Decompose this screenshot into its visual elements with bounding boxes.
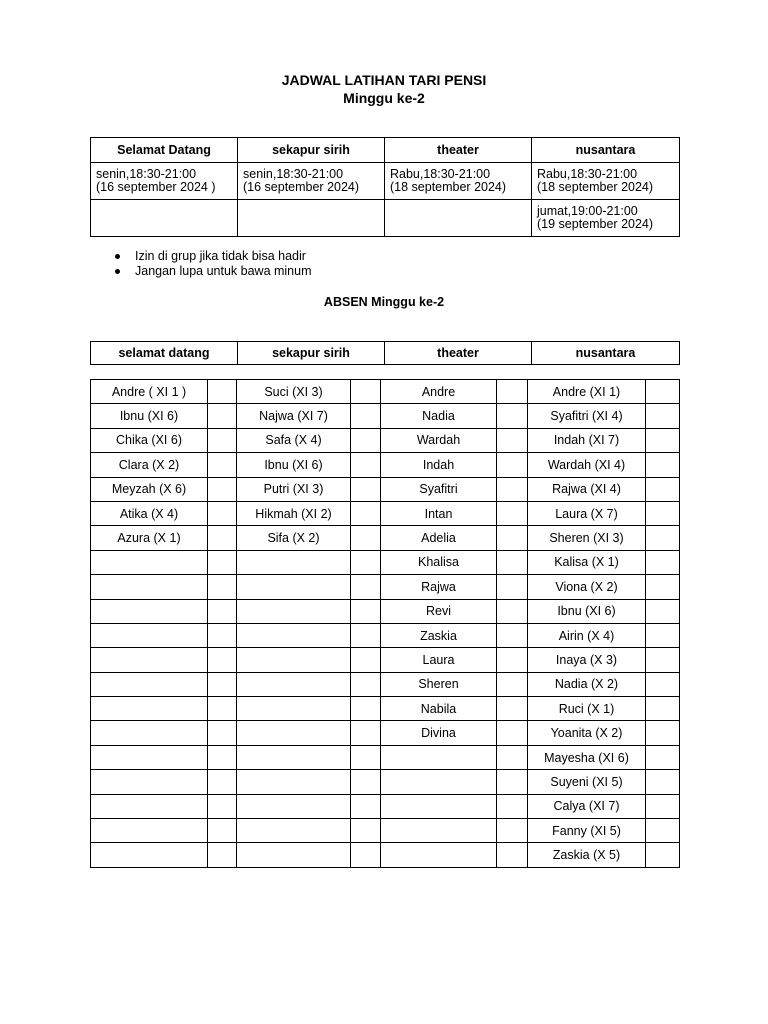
attendance-check-cell	[646, 843, 680, 867]
attendance-check-cell	[497, 477, 528, 501]
attendance-check-cell	[497, 843, 528, 867]
attendance-check-cell	[646, 648, 680, 672]
attendance-check-cell	[351, 697, 381, 721]
attendance-check-cell	[497, 501, 528, 525]
attendance-check-cell	[497, 428, 528, 452]
attendance-check-cell	[351, 672, 381, 696]
attendance-check-cell	[646, 599, 680, 623]
attendance-name-sekapur-sirih	[237, 672, 351, 696]
attendance-name-theater: Divina	[381, 721, 497, 745]
document-title: JADWAL LATIHAN TARI PENSI	[281, 72, 487, 88]
attendance-check-cell	[497, 453, 528, 477]
attendance-check-cell	[351, 599, 381, 623]
attendance-name-selamat-datang	[91, 745, 208, 769]
attendance-check-cell	[208, 599, 237, 623]
attendance-check-cell	[351, 453, 381, 477]
attendance-name-selamat-datang: Andre ( XI 1 )	[91, 380, 208, 404]
attendance-check-cell	[208, 380, 237, 404]
attendance-name-selamat-datang: Atika (X 4)	[91, 501, 208, 525]
attendance-check-cell	[351, 721, 381, 745]
attendance-check-cell	[208, 453, 237, 477]
note-item: Jangan lupa untuk bawa minum	[115, 264, 312, 279]
attendance-name-selamat-datang	[91, 672, 208, 696]
attendance-name-sekapur-sirih: Ibnu (XI 6)	[237, 453, 351, 477]
attendance-name-sekapur-sirih	[237, 770, 351, 794]
attendance-row	[91, 697, 680, 721]
attendance-check-cell	[351, 428, 381, 452]
attendance-check-cell	[646, 550, 680, 574]
schedule-header-row	[91, 138, 680, 163]
attendance-name-sekapur-sirih	[237, 599, 351, 623]
attendance-check-cell	[497, 672, 528, 696]
attendance-name-theater: Indah	[381, 453, 497, 477]
attendance-name-nusantara: Rajwa (XI 4)	[528, 477, 646, 501]
attendance-header-selamat-datang: selamat datang	[91, 342, 238, 365]
schedule-row	[91, 200, 680, 237]
attendance-check-cell	[646, 526, 680, 550]
attendance-check-cell	[497, 575, 528, 599]
attendance-name-theater	[381, 745, 497, 769]
attendance-name-nusantara: Fanny (XI 5)	[528, 819, 646, 843]
attendance-check-cell	[208, 623, 237, 647]
attendance-name-selamat-datang	[91, 697, 208, 721]
attendance-name-selamat-datang	[91, 550, 208, 574]
attendance-row	[91, 501, 680, 525]
attendance-name-selamat-datang	[91, 843, 208, 867]
attendance-row	[91, 745, 680, 769]
attendance-check-cell	[208, 745, 237, 769]
attendance-check-cell	[646, 575, 680, 599]
attendance-name-theater: Laura	[381, 648, 497, 672]
attendance-check-cell	[646, 380, 680, 404]
schedule-date: (18 september 2024)	[390, 180, 507, 194]
attendance-name-theater: Sheren	[381, 672, 497, 696]
attendance-name-theater: Khalisa	[381, 550, 497, 574]
attendance-row	[91, 380, 680, 404]
attendance-check-cell	[497, 526, 528, 550]
attendance-row	[91, 648, 680, 672]
attendance-name-nusantara: Wardah (XI 4)	[528, 453, 646, 477]
attendance-row	[91, 672, 680, 696]
attendance-row	[91, 453, 680, 477]
attendance-table	[90, 379, 680, 868]
attendance-name-theater: Zaskia	[381, 623, 497, 647]
schedule-cell	[238, 163, 385, 200]
attendance-name-selamat-datang: Azura (X 1)	[91, 526, 208, 550]
attendance-name-sekapur-sirih: Suci (XI 3)	[237, 380, 351, 404]
attendance-check-cell	[497, 721, 528, 745]
attendance-check-cell	[208, 770, 237, 794]
attendance-row	[91, 599, 680, 623]
attendance-name-theater: Andre	[381, 380, 497, 404]
schedule-row	[91, 163, 680, 200]
attendance-check-cell	[497, 745, 528, 769]
attendance-check-cell	[646, 794, 680, 818]
attendance-check-cell	[208, 648, 237, 672]
document-subtitle: Minggu ke-2	[343, 90, 425, 106]
attendance-row	[91, 404, 680, 428]
attendance-check-cell	[208, 721, 237, 745]
attendance-check-cell	[351, 770, 381, 794]
attendance-check-cell	[208, 526, 237, 550]
attendance-name-selamat-datang	[91, 599, 208, 623]
attendance-header-sekapur-sirih: sekapur sirih	[238, 342, 385, 365]
attendance-name-nusantara: Mayesha (XI 6)	[528, 745, 646, 769]
attendance-check-cell	[351, 623, 381, 647]
attendance-name-theater	[381, 819, 497, 843]
attendance-name-sekapur-sirih	[237, 623, 351, 647]
schedule-cell	[385, 200, 532, 237]
attendance-check-cell	[351, 819, 381, 843]
attendance-row	[91, 550, 680, 574]
attendance-check-cell	[646, 623, 680, 647]
attendance-name-sekapur-sirih	[237, 697, 351, 721]
schedule-date: (16 september 2024)	[243, 180, 360, 194]
schedule-time: senin,18:30-21:00	[96, 166, 197, 181]
attendance-name-theater: Wardah	[381, 428, 497, 452]
attendance-check-cell	[208, 575, 237, 599]
attendance-name-nusantara: Inaya (X 3)	[528, 648, 646, 672]
attendance-check-cell	[208, 672, 237, 696]
attendance-row	[91, 526, 680, 550]
attendance-title: ABSEN Minggu ke-2	[323, 295, 445, 309]
schedule-cell	[91, 163, 238, 200]
attendance-row	[91, 575, 680, 599]
attendance-name-selamat-datang	[91, 623, 208, 647]
attendance-check-cell	[208, 550, 237, 574]
attendance-row	[91, 721, 680, 745]
attendance-check-cell	[497, 648, 528, 672]
attendance-header-nusantara: nusantara	[532, 342, 680, 365]
attendance-check-cell	[351, 380, 381, 404]
attendance-check-cell	[646, 819, 680, 843]
attendance-check-cell	[646, 697, 680, 721]
attendance-name-selamat-datang: Clara (X 2)	[91, 453, 208, 477]
attendance-name-sekapur-sirih	[237, 550, 351, 574]
attendance-header-table	[90, 341, 680, 365]
attendance-check-cell	[351, 526, 381, 550]
attendance-name-selamat-datang	[91, 819, 208, 843]
attendance-check-cell	[208, 819, 237, 843]
attendance-name-nusantara: Syafitri (XI 4)	[528, 404, 646, 428]
schedule-cell	[91, 200, 238, 237]
attendance-check-cell	[646, 745, 680, 769]
schedule-time: Rabu,18:30-21:00	[390, 166, 491, 181]
attendance-check-cell	[351, 648, 381, 672]
schedule-cell	[238, 200, 385, 237]
attendance-check-cell	[646, 672, 680, 696]
attendance-check-cell	[351, 477, 381, 501]
attendance-check-cell	[351, 404, 381, 428]
attendance-check-cell	[208, 428, 237, 452]
note-item: Izin di grup jika tidak bisa hadir	[115, 249, 312, 264]
attendance-row	[91, 819, 680, 843]
attendance-check-cell	[208, 477, 237, 501]
attendance-row	[91, 843, 680, 867]
attendance-name-sekapur-sirih	[237, 648, 351, 672]
attendance-check-cell	[646, 453, 680, 477]
attendance-name-sekapur-sirih	[237, 819, 351, 843]
attendance-name-sekapur-sirih: Putri (XI 3)	[237, 477, 351, 501]
attendance-name-nusantara: Ruci (X 1)	[528, 697, 646, 721]
attendance-row	[91, 477, 680, 501]
attendance-check-cell	[497, 599, 528, 623]
schedule-header-theater: theater	[385, 138, 532, 163]
schedule-header-nusantara: nusantara	[532, 138, 680, 163]
attendance-name-selamat-datang: Chika (XI 6)	[91, 428, 208, 452]
attendance-check-cell	[351, 745, 381, 769]
attendance-name-sekapur-sirih	[237, 575, 351, 599]
schedule-time: senin,18:30-21:00	[243, 166, 344, 181]
attendance-check-cell	[208, 794, 237, 818]
attendance-name-nusantara: Nadia (X 2)	[528, 672, 646, 696]
schedule-cell	[532, 200, 680, 237]
attendance-row	[91, 428, 680, 452]
attendance-check-cell	[497, 380, 528, 404]
attendance-name-nusantara: Calya (XI 7)	[528, 794, 646, 818]
attendance-name-nusantara: Suyeni (XI 5)	[528, 770, 646, 794]
attendance-name-sekapur-sirih	[237, 843, 351, 867]
attendance-check-cell	[497, 623, 528, 647]
schedule-cell	[385, 163, 532, 200]
attendance-name-nusantara: Zaskia (X 5)	[528, 843, 646, 867]
attendance-name-theater: Rajwa	[381, 575, 497, 599]
attendance-name-selamat-datang: Ibnu (XI 6)	[91, 404, 208, 428]
attendance-check-cell	[351, 794, 381, 818]
attendance-name-sekapur-sirih: Sifa (X 2)	[237, 526, 351, 550]
schedule-header-sekapur-sirih: sekapur sirih	[238, 138, 385, 163]
attendance-check-cell	[646, 721, 680, 745]
attendance-check-cell	[208, 501, 237, 525]
attendance-name-theater: Nabila	[381, 697, 497, 721]
attendance-name-nusantara: Kalisa (X 1)	[528, 550, 646, 574]
attendance-name-sekapur-sirih	[237, 794, 351, 818]
attendance-name-selamat-datang: Meyzah (X 6)	[91, 477, 208, 501]
schedule-time: jumat,19:00-21:00	[537, 203, 638, 218]
attendance-name-sekapur-sirih	[237, 721, 351, 745]
attendance-name-theater	[381, 843, 497, 867]
attendance-name-theater: Syafitri	[381, 477, 497, 501]
attendance-name-sekapur-sirih: Hikmah (XI 2)	[237, 501, 351, 525]
attendance-check-cell	[497, 404, 528, 428]
attendance-header-theater: theater	[385, 342, 532, 365]
attendance-name-nusantara: Yoanita (X 2)	[528, 721, 646, 745]
notes-list	[115, 249, 312, 279]
schedule-time: Rabu,18:30-21:00	[537, 166, 638, 181]
attendance-name-nusantara: Ibnu (XI 6)	[528, 599, 646, 623]
attendance-row	[91, 794, 680, 818]
attendance-name-nusantara: Airin (X 4)	[528, 623, 646, 647]
attendance-check-cell	[497, 819, 528, 843]
attendance-row	[91, 770, 680, 794]
attendance-row	[91, 623, 680, 647]
attendance-check-cell	[208, 843, 237, 867]
attendance-check-cell	[497, 770, 528, 794]
attendance-check-cell	[646, 477, 680, 501]
attendance-name-theater: Intan	[381, 501, 497, 525]
attendance-header-row	[91, 342, 680, 365]
attendance-check-cell	[497, 697, 528, 721]
attendance-check-cell	[351, 550, 381, 574]
attendance-name-nusantara: Indah (XI 7)	[528, 428, 646, 452]
attendance-check-cell	[351, 575, 381, 599]
attendance-name-selamat-datang	[91, 770, 208, 794]
attendance-check-cell	[646, 404, 680, 428]
schedule-cell	[532, 163, 680, 200]
attendance-check-cell	[646, 501, 680, 525]
attendance-name-nusantara: Laura (X 7)	[528, 501, 646, 525]
attendance-check-cell	[351, 843, 381, 867]
attendance-check-cell	[208, 697, 237, 721]
attendance-check-cell	[646, 428, 680, 452]
schedule-date: (19 september 2024)	[537, 217, 654, 231]
attendance-name-nusantara: Viona (X 2)	[528, 575, 646, 599]
attendance-name-nusantara: Sheren (XI 3)	[528, 526, 646, 550]
attendance-name-theater	[381, 794, 497, 818]
attendance-name-theater: Nadia	[381, 404, 497, 428]
attendance-check-cell	[497, 550, 528, 574]
attendance-name-selamat-datang	[91, 648, 208, 672]
attendance-name-sekapur-sirih: Najwa (XI 7)	[237, 404, 351, 428]
schedule-date: (16 september 2024 )	[96, 180, 216, 194]
attendance-check-cell	[497, 794, 528, 818]
attendance-name-sekapur-sirih: Safa (X 4)	[237, 428, 351, 452]
attendance-check-cell	[208, 404, 237, 428]
attendance-check-cell	[351, 501, 381, 525]
attendance-name-selamat-datang	[91, 794, 208, 818]
attendance-name-theater: Adelia	[381, 526, 497, 550]
attendance-name-selamat-datang	[91, 721, 208, 745]
attendance-name-nusantara: Andre (XI 1)	[528, 380, 646, 404]
attendance-name-theater	[381, 770, 497, 794]
attendance-name-selamat-datang	[91, 575, 208, 599]
attendance-name-theater: Revi	[381, 599, 497, 623]
schedule-table	[90, 137, 680, 237]
attendance-body	[91, 380, 680, 868]
attendance-name-sekapur-sirih	[237, 745, 351, 769]
schedule-date: (18 september 2024)	[537, 180, 654, 194]
attendance-check-cell	[646, 770, 680, 794]
schedule-header-selamat-datang: Selamat Datang	[91, 138, 238, 163]
